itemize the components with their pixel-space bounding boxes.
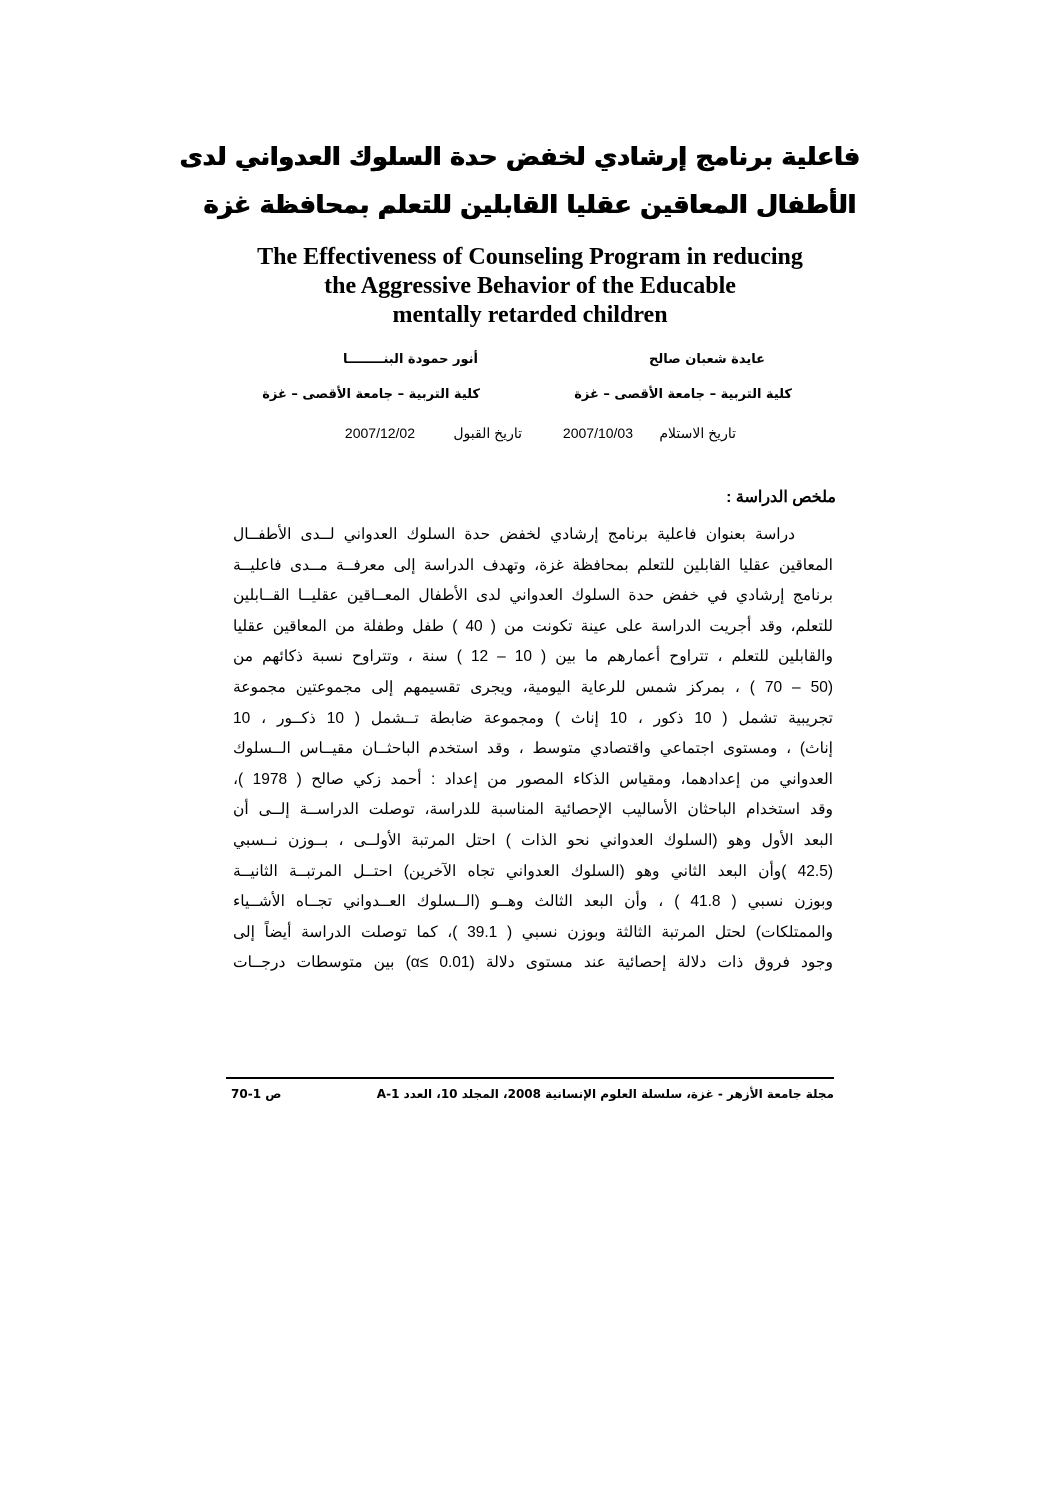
abstract-heading: ملخص الدراسة : [726,489,836,506]
arabic-title-line-1: فاعلية برنامج إرشادي لخفض حدة السلوك العدواني لدى [179,142,860,171]
author-1-affiliation: كلية التربية – جامعة الأقصى – غزة [574,387,792,402]
abstract-line: (50 – 70 ) ، بمركز شمس للرعاية اليومية، ويجرى تقسيمهم إلى مجموعتين مجموعة [233,678,833,696]
abstract-line: المعاقين عقليا القابلين للتعلم بمحافظة غزة، وتهدف الدراسة إلى معرفــة مــدى فاعليــة [233,556,833,574]
accepted-date-label: تاريخ القبول [453,425,522,441]
abstract-line: وجود فروق ذات دلالة إحصائية عند مستوى دلالة (0.01 ≥α) بين متوسطات درجــات [233,954,833,972]
author-2-affiliation: كلية التربية – جامعة الأقصى – غزة [262,387,480,402]
abstract-line: برنامج إرشادي في خفض حدة السلوك العدواني لدى الأطفال المعــاقين عقليــا القــابلين [233,587,833,605]
abstract-line: والممتلكات) لحتل المرتبة الثالثة وبوزن نسبي ( 39.1 )، كما توصلت الدراسة أيضاً إلى [233,923,833,941]
abstract-body [233,520,833,979]
abstract-line: (42.5 )وأن البعد الثاني وهو (السلوك العدواني تجاه الآخرين) احتــل المرتبــة الثانيــة [233,862,833,880]
journal-citation: مجلة جامعة الأزهر - غزة، سلسلة العلوم الإنسانية 2008، المجلد 10، العدد A-1 [376,1087,834,1101]
english-title-line-1: The Effectiveness of Counseling Program in reducing [257,244,803,270]
abstract-line: دراسة بعنوان فاعلية برنامج إرشادي لخفض حدة السلوك العدواني لــدى الأطفــال [233,526,795,543]
page-range: ص 1-70 [231,1087,282,1101]
abstract-line: والقابلين للتعلم ، تتراوح أعمارهم ما بين ( 10 – 12 ) سنة ، وتتراوح نسبة ذكائهم من [233,648,833,666]
arabic-title-line-2: الأطفال المعاقين عقليا القابلين للتعلم بمحافظة غزة [203,190,857,219]
abstract-line: العدواني من إعدادهما، ومقياس الذكاء المصور من إعداد : أحمد زكي صالح ( 1978 )، [233,770,833,788]
author-1-name: عايدة شعبان صالح [649,352,765,367]
received-date-label: تاريخ الاستلام [659,425,736,441]
abstract-line: إناث) ، ومستوى اجتماعي واقتصادي متوسط ، وقد استخدم الباحثــان مقيــاس الــسلوك [233,740,833,758]
footer-divider [226,1077,834,1079]
english-title-line-3: mentally retarded children [392,302,668,328]
abstract-line: وقد استخدام الباحثان الأساليب الإحصائية المناسبة للدراسة، توصلت الدراســة إلــى أن [233,801,833,819]
abstract-line: وبوزن نسبي ( 41.8 ) ، وأن البعد الثالث وهــو (الــسلوك العــدواني تجــاه الأشــياء [233,893,833,911]
abstract-line: البعد الأول وهو (السلوك العدواني نحو الذات ) احتل المرتبة الأولــى ، بــوزن نــسبي [233,831,833,849]
abstract-line: تجريبية تشمل ( 10 ذكور ، 10 إناث ) ومجموعة ضابطة تــشمل ( 10 ذكــور ، 10 [233,709,833,727]
english-title-line-2: the Aggressive Behavior of the Educable [324,273,736,299]
received-date-value: 2007/10/03 [562,425,633,441]
author-2-name: أنور حمودة البنــــــــا [343,352,478,367]
abstract-line: للتعلم، وقد أجريت الدراسة على عينة تكونت من ( 40 ) طفل وطفلة من المعاقين عقليا [233,617,833,635]
accepted-date-value: 2007/12/02 [344,425,415,441]
